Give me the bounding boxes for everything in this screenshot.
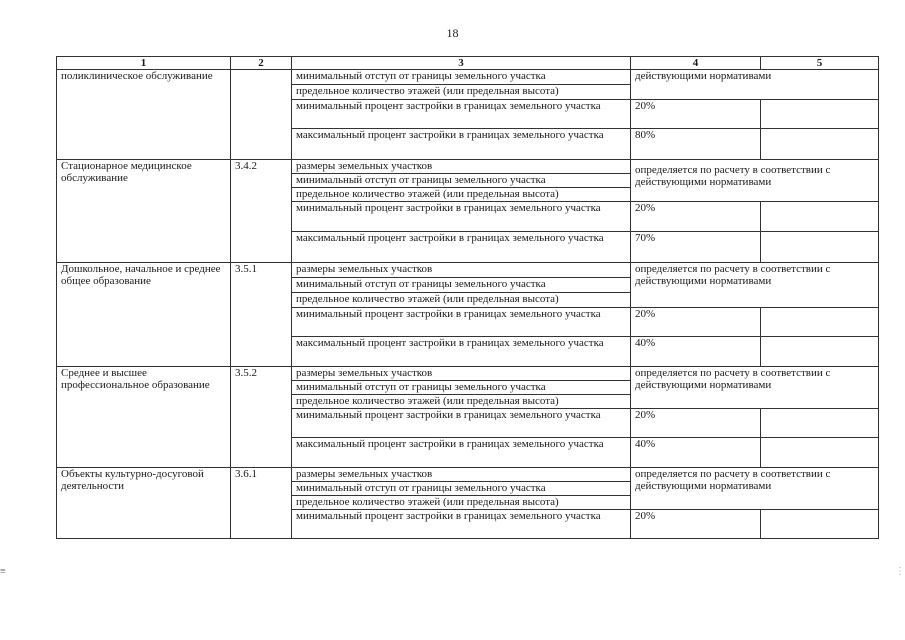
parameter-name: максимальный процент застройки в границах земельного участка (292, 232, 631, 263)
parameter-name: предельное количество этажей (или предельная высота) (292, 188, 631, 202)
empty-cell (761, 337, 879, 367)
column-header: 5 (761, 57, 879, 70)
table-row (57, 263, 879, 278)
use-type-name: Дошкольное, начальное и среднее общее образование (57, 263, 231, 367)
parameter-name: размеры земельных участков (292, 367, 631, 381)
parameter-name: максимальный процент застройки в границах земельного участка (292, 337, 631, 367)
parameter-name: размеры земельных участков (292, 263, 631, 278)
parameter-name: минимальный отступ от границы земельного участка (292, 482, 631, 496)
parameter-name: предельное количество этажей (или предельная высота) (292, 85, 631, 100)
empty-cell (761, 129, 879, 160)
parameter-value: 20% (631, 202, 761, 232)
parameter-name: минимальный процент застройки в границах земельного участка (292, 308, 631, 337)
empty-cell (761, 308, 879, 337)
parameter-value: 40% (631, 337, 761, 367)
parameter-value: 20% (631, 308, 761, 337)
parameter-name: предельное количество этажей (или предельная высота) (292, 395, 631, 409)
scan-edge-mark: ⋮ (895, 566, 905, 577)
page-number: 18 (446, 26, 459, 40)
use-type-name: Объекты культурно-досуговой деятельности (57, 468, 231, 539)
parameter-value: 20% (631, 409, 761, 438)
use-type-code: 3.6.1 (231, 468, 292, 539)
parameter-value: 80% (631, 129, 761, 160)
parameter-value: определяется по расчету в соответствии с действующими нормативами (631, 367, 879, 409)
parameter-value: действующими нормативами (631, 70, 879, 100)
column-header: 2 (231, 57, 292, 70)
table-header-row (57, 57, 879, 70)
column-header: 3 (292, 57, 631, 70)
table-row (57, 160, 879, 174)
parameter-name: минимальный процент застройки в границах земельного участка (292, 100, 631, 129)
use-type-name: Среднее и высшее профессиональное образование (57, 367, 231, 468)
table-row (57, 468, 879, 482)
parameter-name: минимальный процент застройки в границах земельного участка (292, 510, 631, 539)
parameter-name: минимальный отступ от границы земельного участка (292, 174, 631, 188)
table-row (57, 70, 879, 85)
parameter-name: минимальный отступ от границы земельного участка (292, 70, 631, 85)
use-type-name: Стационарное медицинское обслуживание (57, 160, 231, 263)
parameter-name: минимальный процент застройки в границах земельного участка (292, 409, 631, 438)
parameter-value: 70% (631, 232, 761, 263)
parameter-name: максимальный процент застройки в границах земельного участка (292, 438, 631, 468)
parameter-name: максимальный процент застройки в границах земельного участка (292, 129, 631, 160)
use-type-code (231, 70, 292, 160)
use-type-name: поликлиническое обслуживание (57, 70, 231, 160)
table-row (57, 367, 879, 381)
parameter-name: размеры земельных участков (292, 160, 631, 174)
parameter-name: размеры земельных участков (292, 468, 631, 482)
parameter-name: предельное количество этажей (или предельная высота) (292, 496, 631, 510)
use-type-code: 3.5.2 (231, 367, 292, 468)
parameter-name: минимальный отступ от границы земельного участка (292, 278, 631, 293)
parameter-value: 20% (631, 510, 761, 539)
parameter-value: определяется по расчету в соответствии с действующими нормативами (631, 263, 879, 308)
parameter-value: 40% (631, 438, 761, 468)
parameter-name: предельное количество этажей (или предельная высота) (292, 293, 631, 308)
empty-cell (761, 202, 879, 232)
empty-cell (761, 510, 879, 539)
parameter-value: 20% (631, 100, 761, 129)
parameter-value: определяется по расчету в соответствии с действующими нормативами (631, 160, 879, 202)
parameter-name: минимальный процент застройки в границах земельного участка (292, 202, 631, 232)
empty-cell (761, 100, 879, 129)
parameter-value: определяется по расчету в соответствии с действующими нормативами (631, 468, 879, 510)
column-header: 1 (57, 57, 231, 70)
parameter-name: минимальный отступ от границы земельного участка (292, 381, 631, 395)
scan-edge-mark: ≡ (0, 566, 6, 577)
column-header: 4 (631, 57, 761, 70)
zoning-parameters-table (56, 56, 879, 539)
use-type-code: 3.5.1 (231, 263, 292, 367)
empty-cell (761, 438, 879, 468)
empty-cell (761, 409, 879, 438)
use-type-code: 3.4.2 (231, 160, 292, 263)
empty-cell (761, 232, 879, 263)
